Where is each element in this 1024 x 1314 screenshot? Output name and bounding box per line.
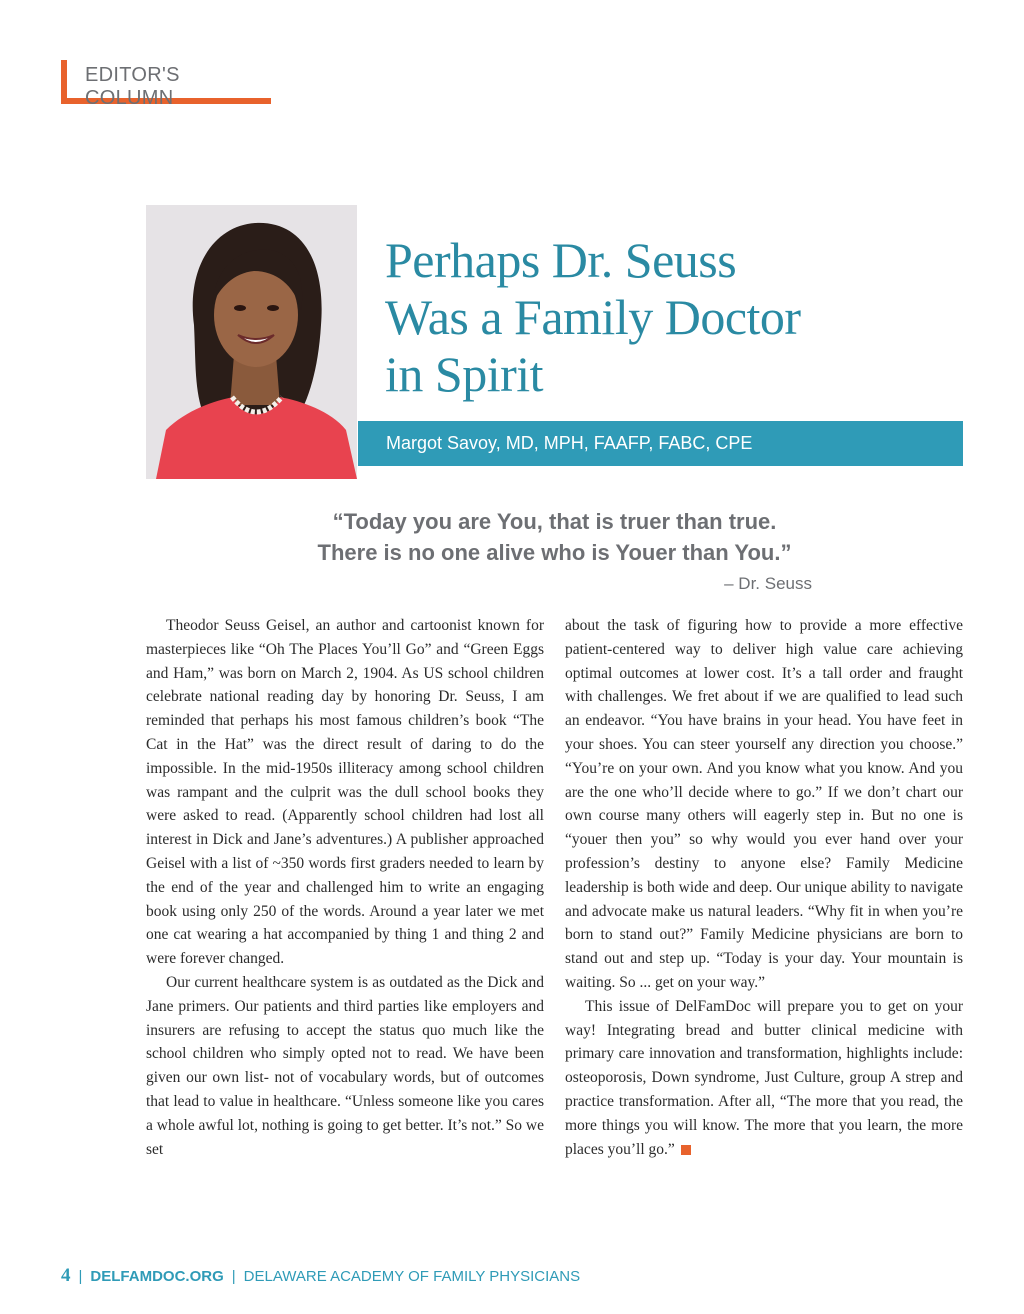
- body-column-right: [565, 614, 963, 1161]
- pull-quote-line-2: There is no one alive who is Youer than You.”: [317, 540, 792, 565]
- body-paragraph: [565, 995, 963, 1162]
- byline-bar: [358, 421, 963, 466]
- section-label-text: EDITOR'S COLUMN: [85, 64, 180, 109]
- body-paragraph: about the task of figuring how to provide a more effective patient-centered way to deliver high value care achieving optimal outcomes at lower cost. It’s a tall order and fraught with challenges. We fret about if we are qualified to lead such an endeavor. “You have brains in your head. You have feet in your shoes. You can steer yourself any direction you choose.” “You’re on your own. And you know what you know. And you are the one who’ll decide where to go.” If we don’t chart our own course many others will eagerly step in. But no one is “youer then you” so why would you ever hand over your profession’s destiny to anyone else? Family Medicine leadership is both wide and deep. Our unique ability to navigate and advocate make us natural leaders. “Why fit in when you’re born to stand out?” Family Medicine physicians are born to stand out and step up. “Today is your day. Your mountain is waiting. So ... get on your way.”: [565, 617, 963, 991]
- author-photo: [146, 205, 357, 479]
- page-number: 4: [61, 1265, 71, 1286]
- end-of-article-mark: [681, 1145, 691, 1155]
- pull-quote: [146, 506, 963, 568]
- body-column-left: [146, 614, 544, 1161]
- footer-organization: DELAWARE ACADEMY OF FAMILY PHYSICIANS: [243, 1268, 581, 1285]
- footer-separator: |: [231, 1268, 236, 1285]
- author-byline: Margot Savoy, MD, MPH, FAAFP, FABC, CPE: [386, 433, 753, 453]
- pull-quote-line-1: “Today you are You, that is truer than true.: [332, 509, 777, 534]
- headline-line-3: in Spirit: [385, 346, 544, 402]
- headline-line-1: Perhaps Dr. Seuss: [385, 232, 737, 288]
- body-paragraph-text: This issue of DelFamDoc will prepare you to get on your way! Integrating bread and butter clinical medicine with primary care innovation and transformation, highlights include: osteoporosis, Down syndrome, Just Culture, group A strep and practice transformation. After all, “The more that you read, the more things you will know. The more that you learn, the more places you’ll go.”: [565, 997, 963, 1158]
- section-label: [61, 60, 271, 109]
- quote-attribution: – Dr. Seuss: [724, 574, 812, 593]
- article-headline: [385, 232, 945, 403]
- footer-separator: |: [78, 1268, 83, 1285]
- footer-site-link[interactable]: DELFAMDOC.ORG: [90, 1268, 224, 1285]
- page-footer: [61, 1265, 580, 1287]
- headline-line-2: Was a Family Doctor: [385, 289, 801, 345]
- body-paragraph: Our current healthcare system is as outdated as the Dick and Jane primers. Our patients and third parties like employers and insurers are refusing to accept the status quo much like the school children who simply opted not to read. We have been given our own list- not of vocabulary words, but of outcomes that lead to value in healthcare. “Unless someone like you cares a whole awful lot, nothing is going to get better. It’s not.” So we set: [146, 973, 544, 1158]
- body-paragraph: Theodor Seuss Geisel, an author and cartoonist known for masterpieces like “Oh The Places You’ll Go” and “Green Eggs and Ham,” was born on March 2, 1904. As US school children celebrate national reading day by honoring Dr. Seuss, I am reminded that perhaps his most famous children’s book “The Cat in the Hat” was the direct result of daring to do the impossible. In the mid-1950s illiteracy among school children was rampant and the culprit was the dull school books they were asked to read. (Apparently school children had lost all interest in Dick and Jane’s adventures.) A publisher approached Geisel with a list of ~350 words first graders needed to learn by the end of the year and challenged him to write an engaging book using only 250 of the words. Around a year later we met one cat wearing a hat accompanied by thing 1 and thing 2 and were forever changed.: [146, 617, 544, 968]
- author-portrait-illustration: [146, 205, 357, 479]
